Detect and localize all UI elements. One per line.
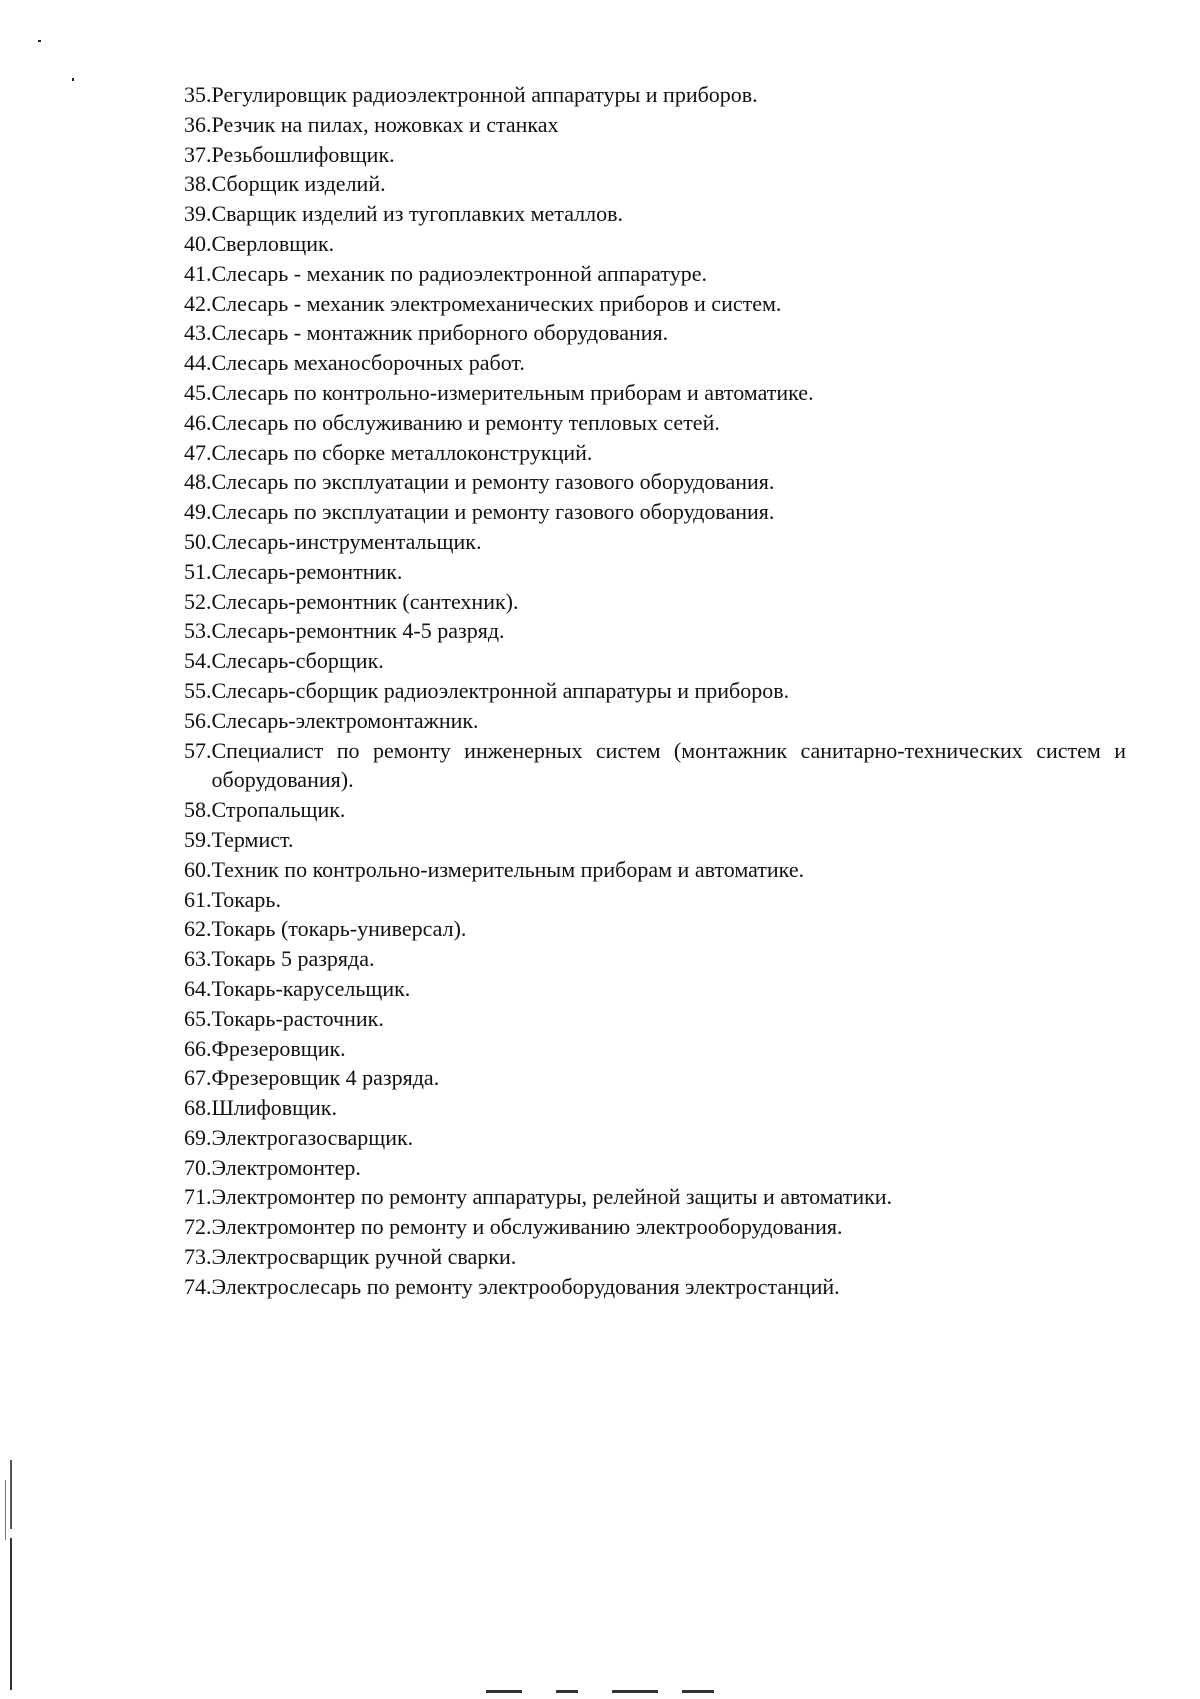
list-item-number: 51. [184, 558, 212, 584]
list-item-number: 43. [184, 320, 212, 346]
list-item [184, 587, 1126, 617]
list-item-text: Сверловщик. [211, 230, 335, 256]
list-item-number: 47. [184, 439, 212, 465]
scan-speck [72, 78, 74, 81]
list-item-text: Электрослесарь по ремонту электрооборудования электростанций. [211, 1273, 840, 1299]
list-item-number: 74. [184, 1273, 212, 1299]
list-item-number: 42. [184, 290, 212, 316]
bottom-scan-stroke [612, 1690, 658, 1693]
list-item [184, 318, 1126, 348]
list-item-text: Электромонтер по ремонту аппаратуры, релейной защиты и автоматики. [211, 1184, 893, 1210]
list-item [184, 825, 1126, 855]
list-item-text: Слесарь по обслуживанию и ремонту тепловых сетей. [211, 409, 720, 435]
list-item [184, 557, 1126, 587]
list-item [184, 1004, 1126, 1034]
list-item-number: 45. [184, 379, 212, 405]
list-item-number: 58. [184, 797, 212, 823]
list-item-text: Фрезеровщик 4 разряда. [211, 1065, 440, 1091]
list-item-number: 59. [184, 826, 212, 852]
list-item [184, 1093, 1126, 1123]
list-item-text: Слесарь по сборке металлоконструкций. [211, 439, 593, 465]
list-item-text: Специалист по ремонту инженерных систем (монтажник санитарно-технических систем и оборудования). [211, 737, 1126, 793]
list-item-text: Электромонтер по ремонту и обслуживанию электрооборудования. [211, 1214, 843, 1240]
list-item [184, 110, 1126, 140]
list-item-text: Слесарь-ремонтник (сантехник). [211, 588, 519, 614]
list-item [184, 944, 1126, 974]
list-item-text: Стропальщик. [211, 797, 346, 823]
bottom-scan-stroke [556, 1690, 578, 1693]
list-item-number: 56. [184, 707, 212, 733]
list-item [184, 229, 1126, 259]
list-item-number: 69. [184, 1124, 212, 1150]
list-item-number: 37. [184, 141, 212, 167]
list-item-text: Слесарь-инструментальщик. [211, 528, 482, 554]
scan-edge-line [10, 1460, 12, 1690]
list-item [184, 1242, 1126, 1272]
list-item-number: 48. [184, 469, 212, 495]
list-item-text: Слесарь по эксплуатации и ремонту газового оборудования. [211, 499, 775, 525]
list-item-number: 35. [184, 82, 212, 107]
list-item [184, 199, 1126, 229]
list-item-number: 57. [184, 737, 212, 763]
list-item-number: 67. [184, 1065, 212, 1091]
list-item [184, 706, 1126, 736]
list-item-text: Слесарь-ремонтник. [211, 558, 403, 584]
list-item-text: Токарь. [211, 886, 281, 912]
list-item-text: Токарь 5 разряда. [211, 946, 375, 972]
list-item [184, 855, 1126, 885]
profession-list [184, 80, 1126, 1302]
list-item-text: Электромонтер. [211, 1154, 361, 1180]
list-item-number: 63. [184, 946, 212, 972]
list-item-text: Слесарь-сборщик. [211, 648, 384, 674]
bottom-scan-stroke [486, 1690, 522, 1693]
list-item-number: 36. [184, 111, 212, 137]
list-item-number: 44. [184, 350, 212, 376]
list-item [184, 497, 1126, 527]
list-item-number: 54. [184, 648, 212, 674]
list-item-text: Сварщик изделий из тугоплавких металлов. [211, 201, 623, 227]
list-item-text: Токарь (токарь-универсал). [211, 916, 467, 942]
list-item-number: 65. [184, 1005, 212, 1031]
list-item-number: 66. [184, 1035, 212, 1061]
list-item-number: 70. [184, 1154, 212, 1180]
list-item [184, 676, 1126, 706]
list-item-number: 61. [184, 886, 212, 912]
list-item-text: Слесарь - монтажник приборного оборудования. [211, 320, 669, 346]
list-item [184, 259, 1126, 289]
list-item-text: Сборщик изделий. [211, 171, 386, 197]
list-item-text: Слесарь-сборщик радиоэлектронной аппаратуры и приборов. [211, 677, 790, 703]
list-item-text: Токарь-карусельщик. [211, 975, 411, 1001]
list-item [184, 408, 1126, 438]
list-item [184, 885, 1126, 915]
list-item [184, 80, 1126, 110]
list-item [184, 1182, 1126, 1212]
list-item-number: 72. [184, 1214, 212, 1240]
list-item [184, 378, 1126, 408]
list-item-number: 71. [184, 1184, 212, 1210]
list-item [184, 795, 1126, 825]
list-item-number: 50. [184, 528, 212, 554]
scan-speck [38, 40, 41, 42]
list-item-text: Резчик на пилах, ножовках и станках [211, 111, 559, 137]
list-item-text: Техник по контрольно-измерительным приборам и автоматике. [211, 856, 805, 882]
list-item [184, 646, 1126, 676]
list-item [184, 467, 1126, 497]
list-item [184, 736, 1126, 796]
list-item-text: Шлифовщик. [211, 1095, 337, 1121]
list-item-number: 60. [184, 856, 212, 882]
list-item-text: Слесарь-ремонтник 4-5 разряд. [211, 618, 505, 644]
scan-edge-line [5, 1480, 6, 1540]
list-item-number: 55. [184, 677, 212, 703]
list-item-number: 52. [184, 588, 212, 614]
list-item [184, 438, 1126, 468]
list-item-number: 39. [184, 201, 212, 227]
list-item-text: Слесарь - механик по радиоэлектронной аппаратуре. [211, 260, 707, 286]
list-item-number: 46. [184, 409, 212, 435]
list-item [184, 1063, 1126, 1093]
list-item-number: 53. [184, 618, 212, 644]
list-item [184, 527, 1126, 557]
list-item [184, 1153, 1126, 1183]
list-item-text: Термист. [211, 826, 294, 852]
list-item [184, 616, 1126, 646]
list-item-text: Фрезеровщик. [211, 1035, 346, 1061]
list-item-text: Регулировщик радиоэлектронной аппаратуры и приборов. [211, 82, 758, 107]
list-item [184, 140, 1126, 170]
list-item [184, 1212, 1126, 1242]
bottom-scan-stroke [682, 1690, 714, 1693]
list-item-number: 49. [184, 499, 212, 525]
list-item-text: Слесарь по контрольно-измерительным приборам и автоматике. [211, 379, 814, 405]
list-item [184, 914, 1126, 944]
list-item [184, 1034, 1126, 1064]
list-item [184, 1123, 1126, 1153]
list-item-text: Слесарь по эксплуатации и ремонту газового оборудования. [211, 469, 775, 495]
list-item-number: 38. [184, 171, 212, 197]
list-item [184, 289, 1126, 319]
list-item-number: 64. [184, 975, 212, 1001]
list-item [184, 348, 1126, 378]
list-item-text: Электрогазосварщик. [211, 1124, 414, 1150]
list-item-number: 73. [184, 1244, 212, 1270]
list-item-number: 68. [184, 1095, 212, 1121]
list-item-number: 41. [184, 260, 212, 286]
list-item-text: Слесарь-электромонтажник. [211, 707, 479, 733]
list-item [184, 1272, 1126, 1302]
list-item-text: Слесарь - механик электромеханических приборов и систем. [211, 290, 782, 316]
list-item-text: Слесарь механосборочных работ. [211, 350, 525, 376]
list-item [184, 974, 1126, 1004]
list-item-number: 62. [184, 916, 212, 942]
list-item [184, 169, 1126, 199]
list-item-number: 40. [184, 230, 212, 256]
list-item-text: Токарь-расточник. [211, 1005, 384, 1031]
list-item-text: Электросварщик ручной сварки. [211, 1244, 517, 1270]
list-item-text: Резьбошлифовщик. [211, 141, 395, 167]
